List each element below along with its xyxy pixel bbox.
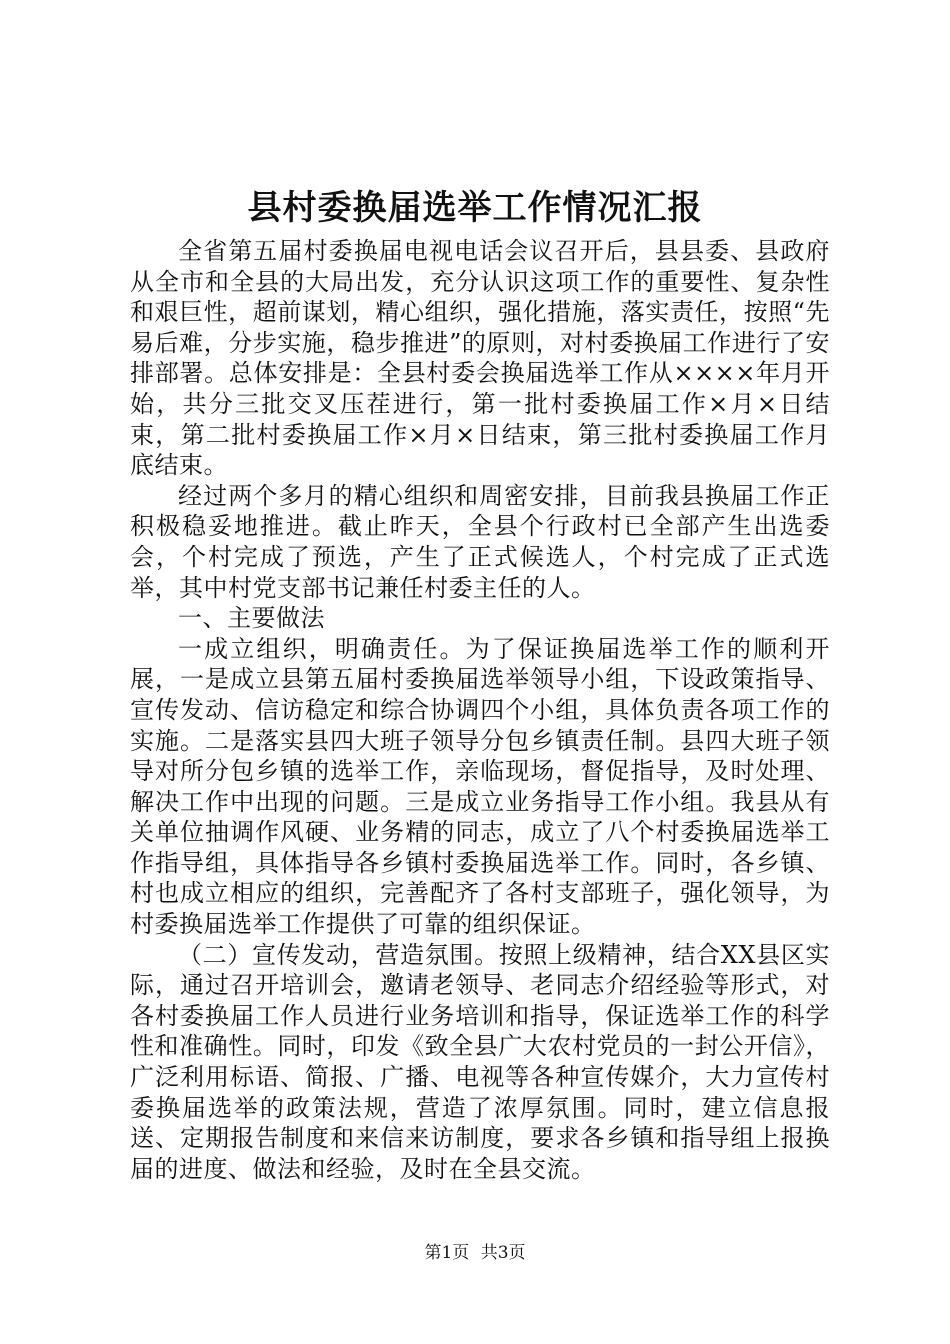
document-body [130, 236, 830, 1184]
paragraph-progress: 经过两个多月的精心组织和周密安排，目前我县换届工作正积极稳妥地推进。截止昨天，全县个行政村已全部产生出选委会，个村完成了预选，产生了正式候选人，个村完成了正式选举，其中村党支部书记兼任村委主任的人。 [130, 481, 830, 602]
section-heading-main-practices: 一、主要做法 [178, 604, 325, 633]
paragraph-organization: 一成立组织，明确责任。为了保证换届选举工作的顺利开展，一是成立县第五届村委换届选举领导小组，下设政策指导、宣传发动、信访稳定和综合协调四个小组，具体负责各项工作的实施。二是落实县四大班子领导分包乡镇责任制。县四大班子领导对所分包乡镇的选举工作，亲临现场，督促指导，及时处理、解决工作中出现的问题。三是成立业务指导工作小组。我县从有关单位抽调作风硬、业务精的同志，成立了八个村委换届选举工作指导组，具体指导各乡镇村委换届选举工作。同时，各乡镇、村也成立相应的组织，完善配齐了各村支部班子，强化领导，为村委换届选举工作提供了可靠的组织保证。 [130, 634, 830, 939]
document-title: 县村委换届选举工作情况汇报 [247, 188, 703, 228]
page-number: 第1页 [424, 1243, 470, 1263]
paragraph-intro: 全省第五届村委换届电视电话会议召开后，县县委、县政府从全市和全县的大局出发，充分认识这项工作的重要性、复杂性和艰巨性，超前谋划，精心组织，强化措施，落实责任，按照“先易后难，分步实施，稳步推进”的原则，对村委换届工作进行了安排部署。总体安排是：全县村委会换届选举工作从××××年月开始，共分三批交叉压茬进行，第一批村委换届工作×月×日结束，第二批村委换届工作×月×日结束，第三批村委换届工作月底结束。 [130, 237, 830, 480]
page-total: 共3页 [480, 1243, 526, 1263]
page-footer [0, 1240, 950, 1266]
paragraph-publicity: （二）宣传发动，营造氛围。按照上级精神，结合XX县区实际，通过召开培训会，邀请老领导、老同志介绍经验等形式，对各村委换届工作人员进行业务培训和指导，保证选举工作的科学性和准确性。同时，印发《致全县广大农村党员的一封公开信》，广泛利用标语、简报、广播、电视等各种宣传媒介，大力宣传村委换届选举的政策法规，营造了浓厚氛围。同时，建立信息报送、定期报告制度和来信来访制度，要求各乡镇和指导组上报换届的进度、做法和经验，及时在全县交流。 [130, 940, 830, 1183]
